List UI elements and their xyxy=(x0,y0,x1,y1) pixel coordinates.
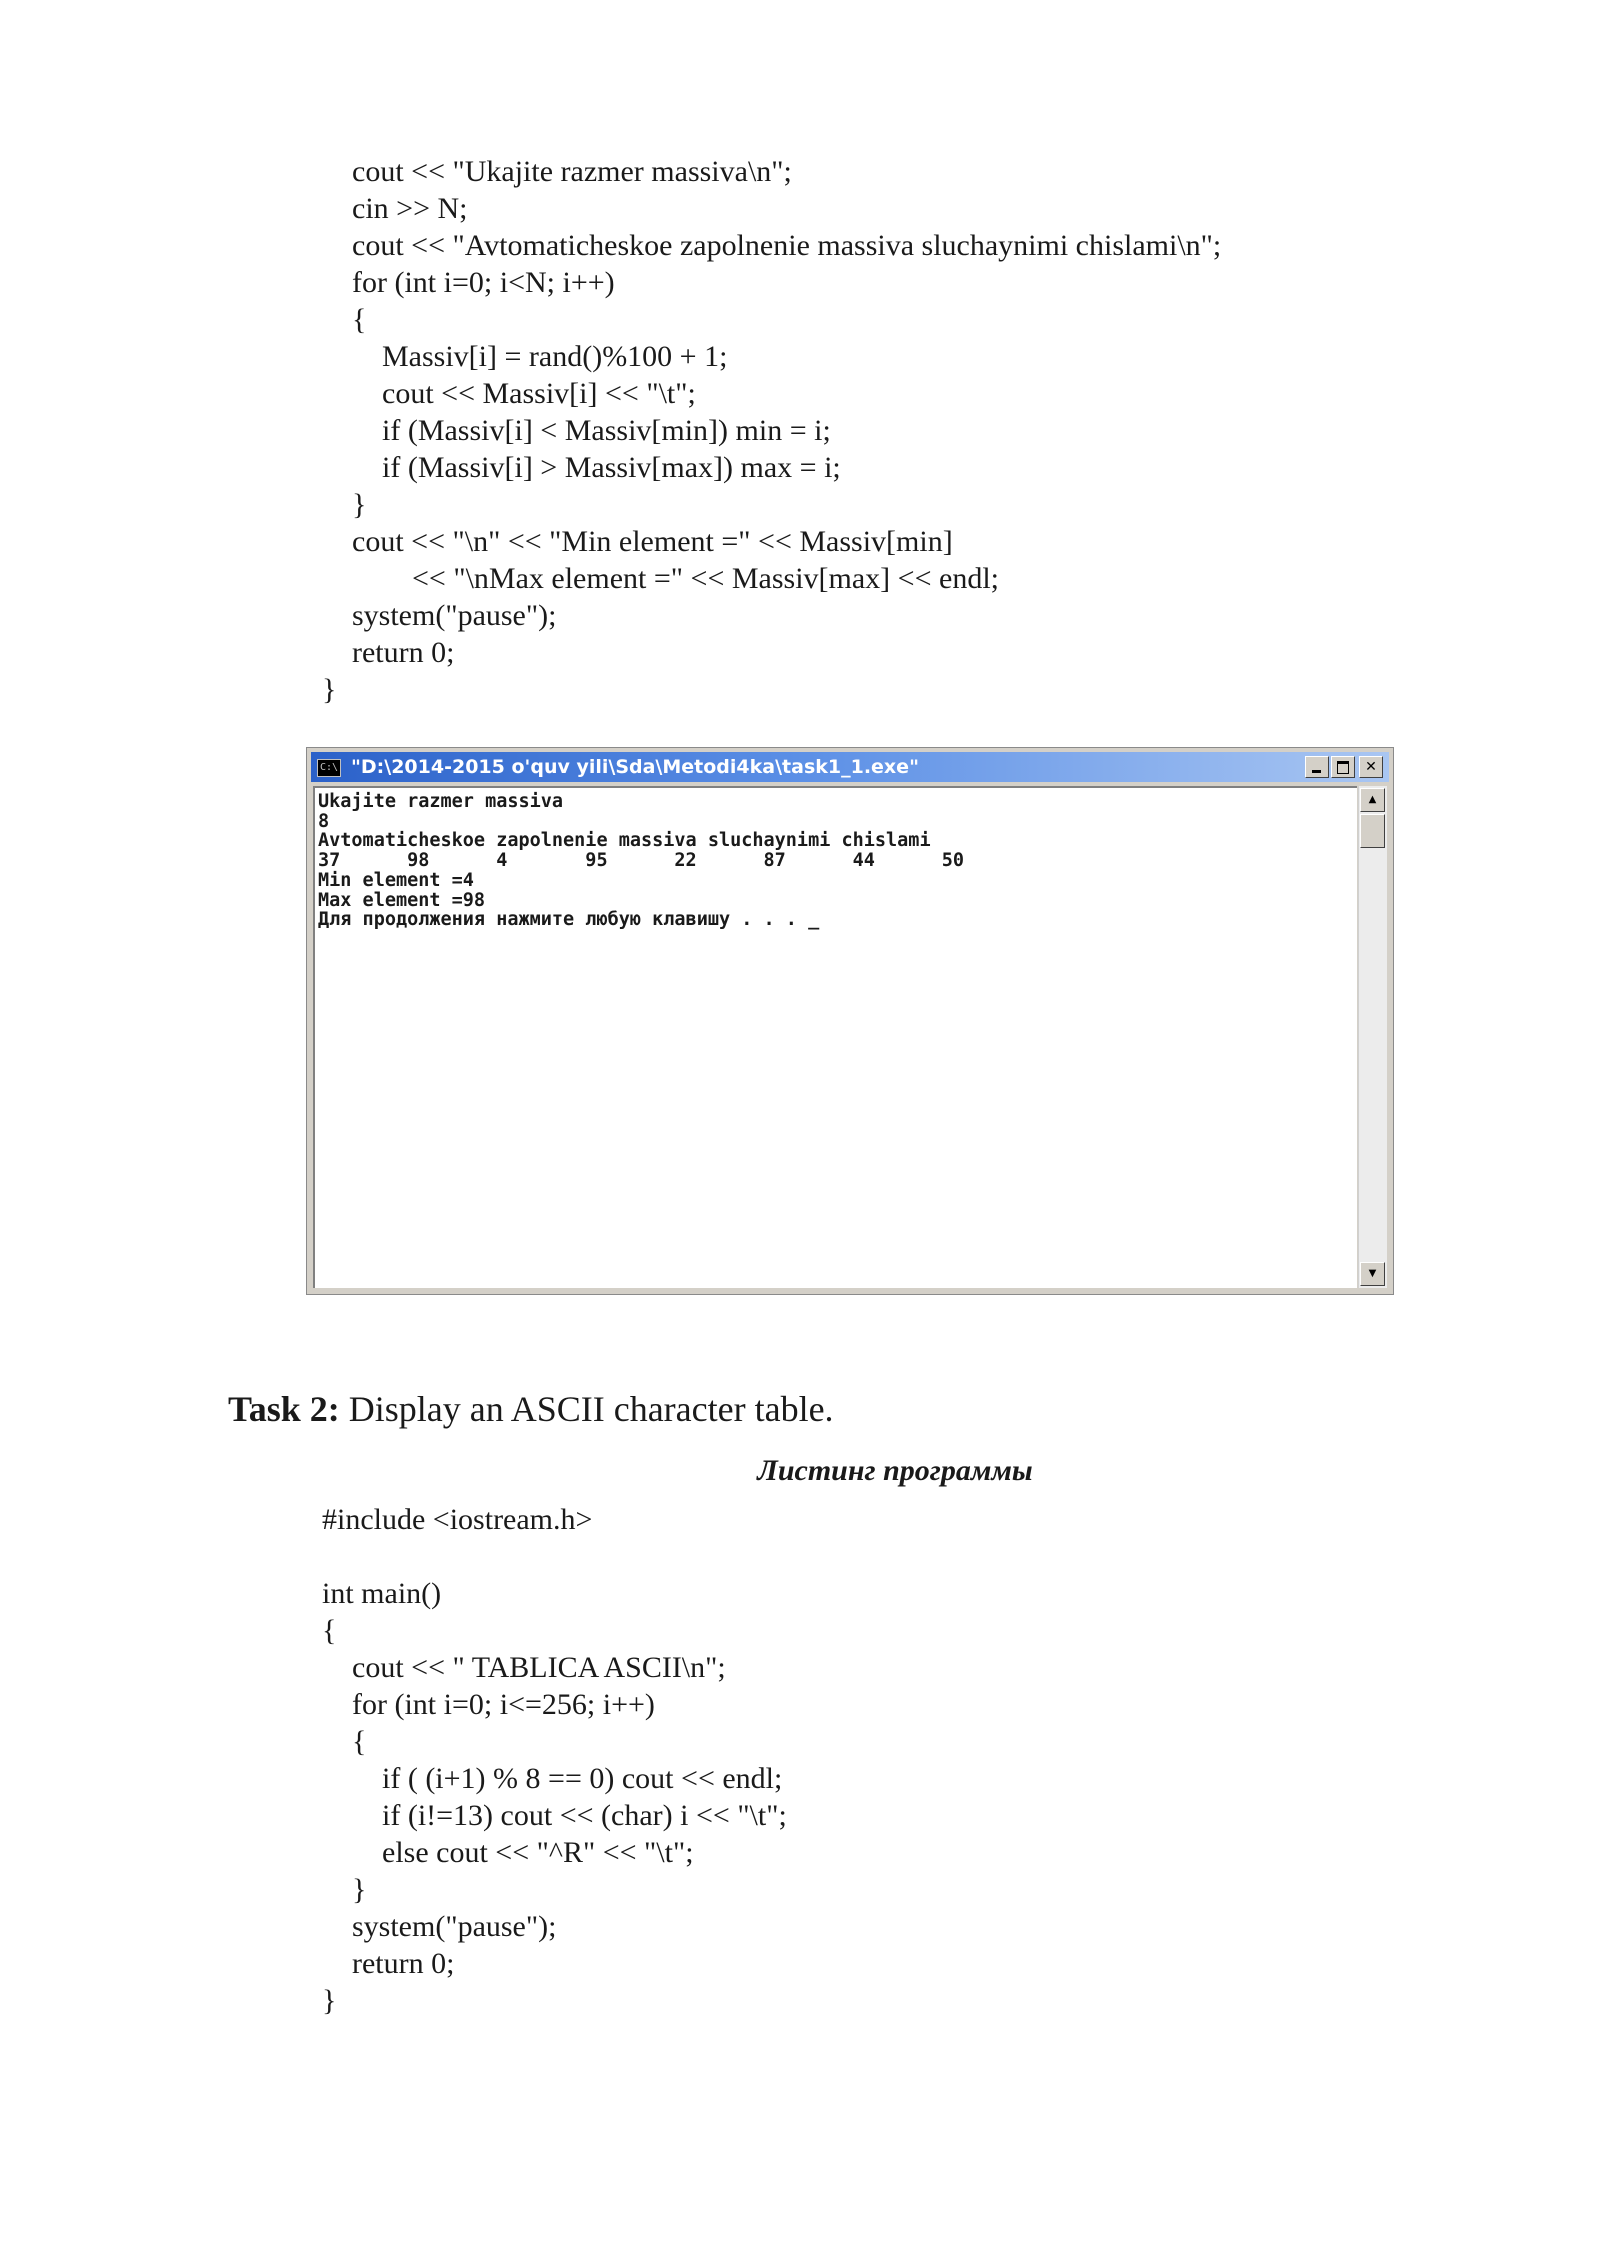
code-line: cout << "Avtomaticheskoe zapolnenie massiva sluchaynimi chislami\n"; xyxy=(322,229,1222,262)
code-line: Massiv[i] = rand()%100 + 1; xyxy=(322,340,728,373)
code-line: } xyxy=(322,488,367,521)
listing-caption: Листинг программы xyxy=(757,1454,1033,1487)
code-line: if (Massiv[i] < Massiv[min]) min = i; xyxy=(322,414,831,447)
code-line: { xyxy=(322,1725,367,1758)
code-line: system("pause"); xyxy=(322,599,557,632)
console-screen[interactable] xyxy=(313,786,1357,1288)
console-line: Для продолжения нажмите любую клавишу . . . _ xyxy=(318,909,820,931)
code-line: cout << "Ukajite razmer massiva\n"; xyxy=(322,155,792,188)
code-listing-task1-end xyxy=(322,153,1221,708)
console-title: "D:\2014-2015 o'quv yili\Sda\Metodi4ka\task1_1.exe" xyxy=(351,756,919,778)
code-line: cout << "\n" << "Min element =" << Massiv[min] xyxy=(322,525,953,558)
code-line: if ( (i+1) % 8 == 0) cout << endl; xyxy=(322,1762,783,1795)
code-line: #include <iostream.h> xyxy=(322,1503,593,1536)
maximize-button[interactable] xyxy=(1331,756,1355,778)
console-line: 8 xyxy=(318,810,330,832)
code-line: << "\nMax element =" << Massiv[max] << endl; xyxy=(322,562,999,595)
code-line: return 0; xyxy=(322,636,455,669)
code-line: cout << " TABLICA ASCII\n"; xyxy=(322,1651,726,1684)
code-line: system("pause"); xyxy=(322,1910,557,1943)
console-window xyxy=(306,747,1394,1295)
code-line xyxy=(322,1538,787,1575)
code-line: int main() xyxy=(322,1577,442,1610)
console-app-icon[interactable]: C:\ xyxy=(317,759,341,777)
code-line: { xyxy=(322,1614,337,1647)
close-button[interactable] xyxy=(1359,756,1383,778)
code-line: for (int i=0; i<=256; i++) xyxy=(322,1688,655,1721)
code-line: cout << Massiv[i] << "\t"; xyxy=(322,377,696,410)
console-line: Avtomaticheskoe zapolnenie massiva sluchaynimi chislami xyxy=(318,830,931,852)
scroll-down-button[interactable]: ▼ xyxy=(1360,1262,1385,1286)
code-line: { xyxy=(322,303,367,336)
scroll-thumb[interactable] xyxy=(1360,814,1385,848)
code-line: else cout << "^R" << "\t"; xyxy=(322,1836,694,1869)
console-scrollbar[interactable] xyxy=(1358,786,1387,1288)
console-line: Max element =98 xyxy=(318,889,486,911)
code-line: for (int i=0; i<N; i++) xyxy=(322,266,615,299)
console-line: 37 98 4 95 22 87 44 50 xyxy=(318,850,965,872)
task-heading xyxy=(228,1388,834,1430)
minimize-button[interactable] xyxy=(1305,756,1329,778)
code-line: return 0; xyxy=(322,1947,455,1980)
code-line: } xyxy=(322,1984,337,2017)
task-text: Display an ASCII character table. xyxy=(339,1389,834,1429)
scroll-up-button[interactable]: ▲ xyxy=(1360,788,1385,812)
task-label: Task 2: xyxy=(228,1389,340,1429)
console-titlebar[interactable] xyxy=(311,752,1389,782)
code-line: if (Massiv[i] > Massiv[max]) max = i; xyxy=(322,451,841,484)
code-listing-task2 xyxy=(322,1501,787,2019)
code-line: } xyxy=(322,673,337,706)
code-line: } xyxy=(322,1873,367,1906)
console-output xyxy=(318,792,964,930)
console-line: Min element =4 xyxy=(318,869,474,891)
code-line: if (i!=13) cout << (char) i << "\t"; xyxy=(322,1799,787,1832)
console-line: Ukajite razmer massiva xyxy=(318,791,564,812)
code-line: cin >> N; xyxy=(322,192,468,225)
